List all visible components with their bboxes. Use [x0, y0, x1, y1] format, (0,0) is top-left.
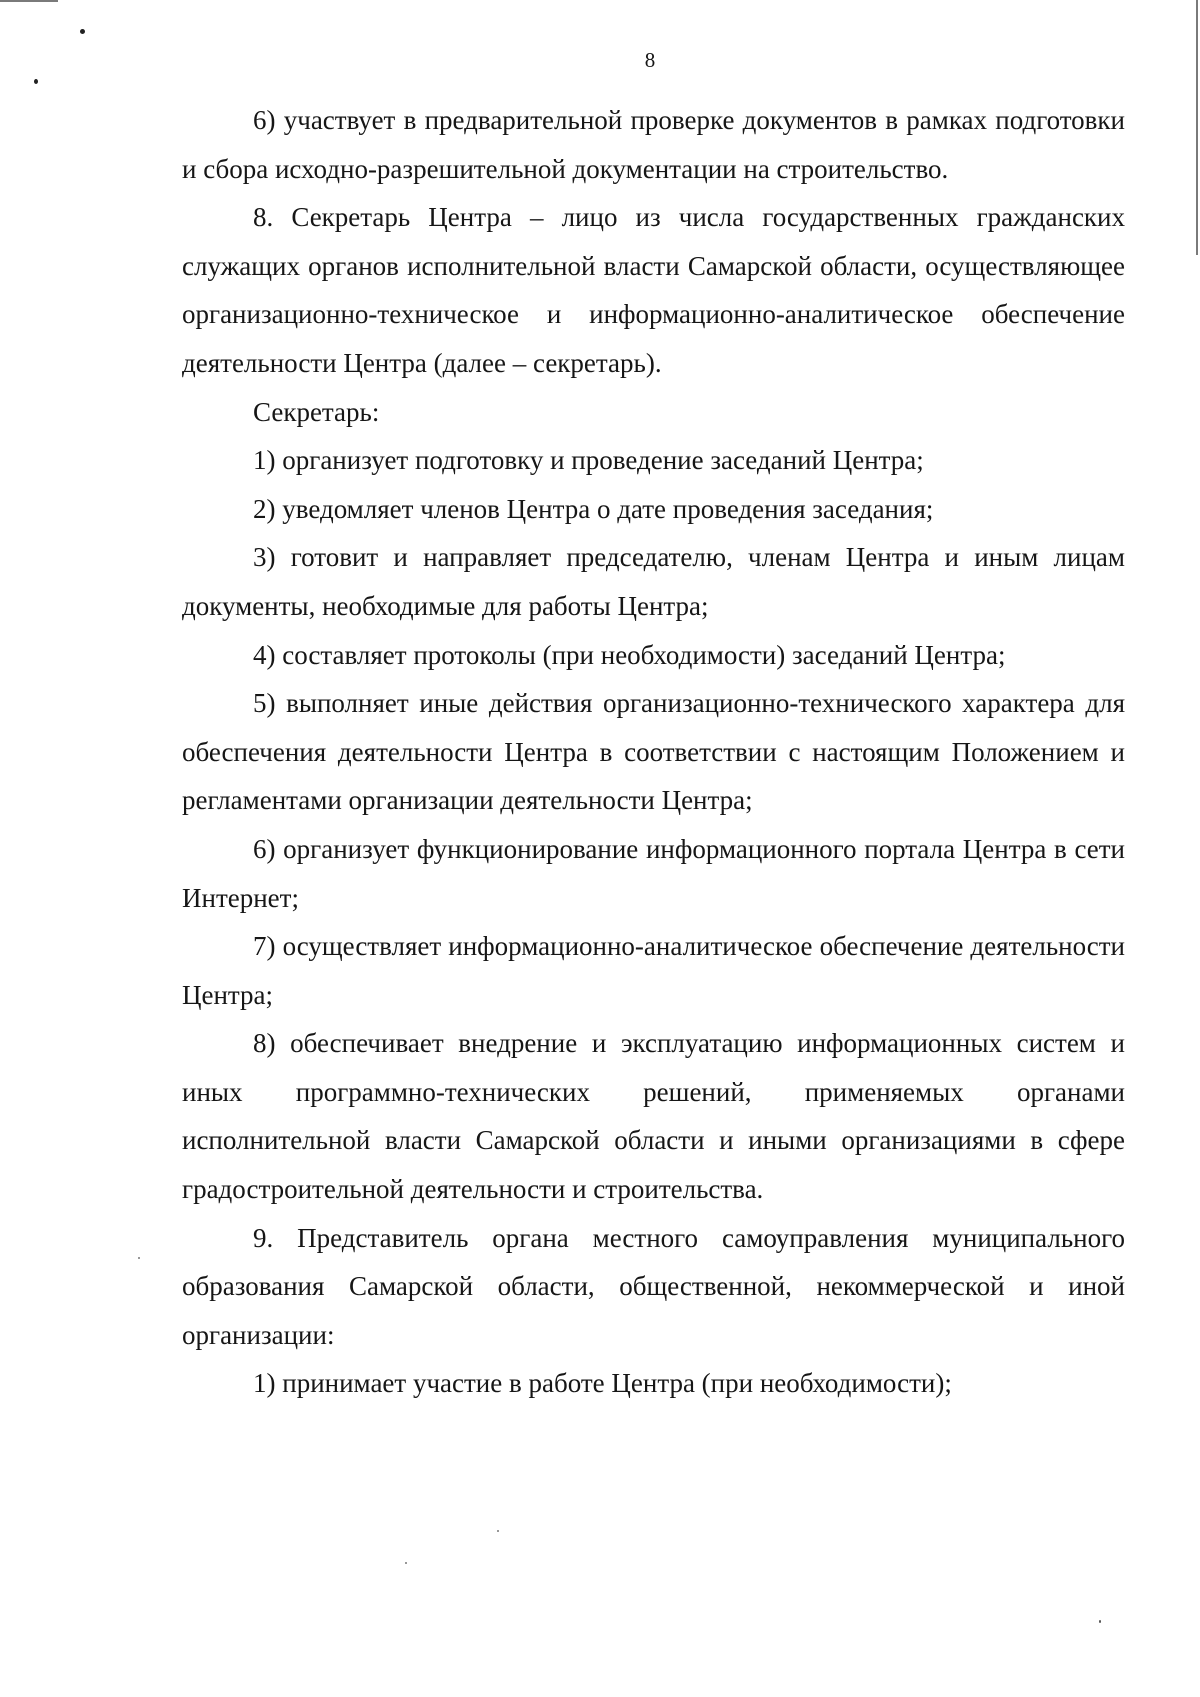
- scan-speck: [405, 1562, 407, 1564]
- paragraph-8-center-secretary: 8. Секретарь Центра – лицо из числа государственных гражданских служащих органов исполнительной власти Самарской области, осуществляющее организационно-техническое и информационно-аналитическое обеспечение деятельности Центра (далее – секретарь).: [182, 202, 1125, 378]
- list-item-analytical-support: 7) осуществляет информационно-аналитическое обеспечение деятельности Центра;: [182, 931, 1125, 1010]
- paragraph-9-local-representative: 9. Представитель органа местного самоуправления муниципального образования Самарской области, общественной, некоммерческой и иной организации:: [182, 1222, 1125, 1350]
- scan-border-right: [1196, 0, 1198, 255]
- list-item-information-portal: 6) организует функционирование информационного портала Центра в сети Интернет;: [182, 833, 1125, 913]
- list-item-information-systems: 8) обеспечивает внедрение и эксплуатацию информационных систем и иных программно-технических решений, применяемых органами исполнительной власти Самарской области и иными организациями в сфере градостроительной деятельности и строительства.: [182, 1028, 1125, 1205]
- scan-speck: [1099, 1620, 1101, 1623]
- list-item-notifies-members: 2) уведомляет членов Центра о дате проведения заседания;: [253, 493, 934, 524]
- list-item-organizes-meetings: 1) организует подготовку и проведение заседаний Центра;: [253, 445, 924, 476]
- scan-border-top: [0, 0, 58, 2]
- paragraph-secretary-heading: Секретарь:: [253, 396, 380, 427]
- list-item-other-actions: 5) выполняет иные действия организационно-технического характера для обеспечения деятельности Центра в соответствии с настоящим Положением и регламентами организации деятельности Центра;: [182, 688, 1125, 816]
- list-item-draws-up-minutes: 4) составляет протоколы (при необходимости) заседаний Центра;: [253, 639, 1006, 670]
- list-item-participates-in-work: 1) принимает участие в работе Центра (при необходимости);: [253, 1368, 952, 1399]
- scan-speck: [497, 1530, 499, 1532]
- scan-speck: [34, 79, 38, 84]
- scan-speck: [138, 1257, 140, 1259]
- scan-speck: [80, 29, 85, 34]
- list-item-prepares-documents: 3) готовит и направляет председателю, членам Центра и иным лицам документы, необходимые для работы Центра;: [182, 542, 1125, 621]
- document-body: [182, 96, 1125, 1408]
- page-number: 8: [644, 48, 656, 72]
- paragraph-6-participates-in-review: 6) участвует в предварительной проверке документов в рамках подготовки и сбора исходно-разрешительной документации на строительство.: [182, 105, 1125, 184]
